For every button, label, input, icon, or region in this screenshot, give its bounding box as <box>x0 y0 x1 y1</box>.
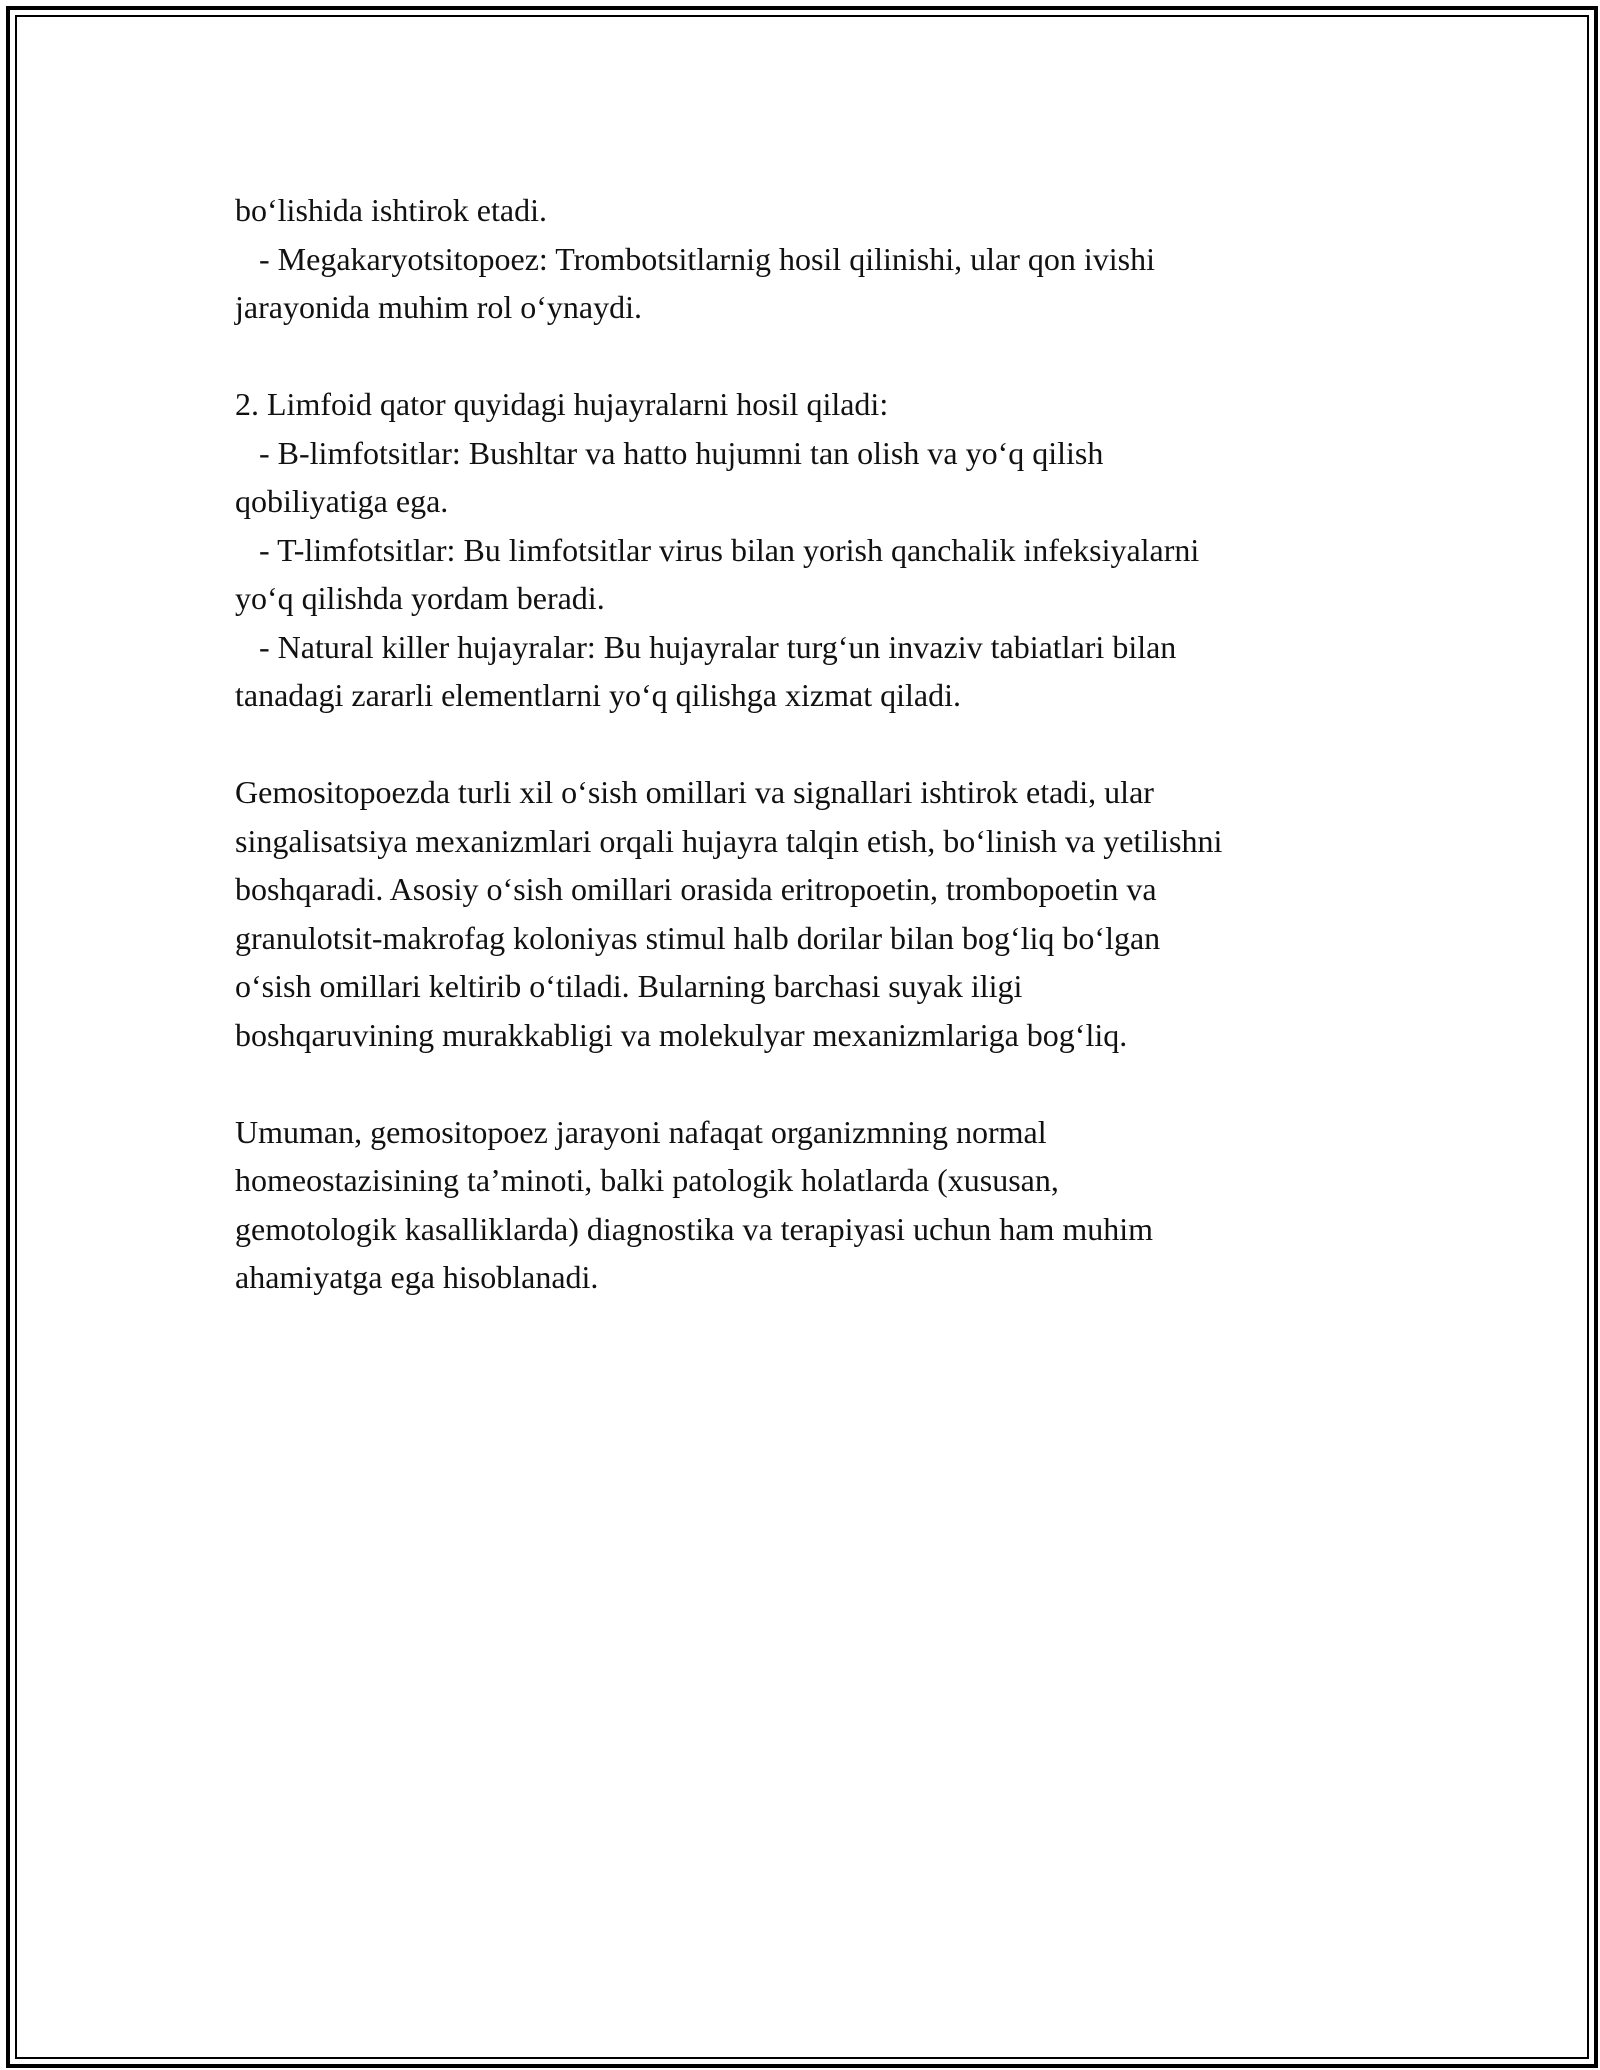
text-line: jarayonida muhim rol o‘ynaydi. <box>235 289 643 325</box>
document-body <box>235 186 1385 1302</box>
text-line: ahamiyatga ega hisoblanadi. <box>235 1259 599 1295</box>
text-line: - B-limfotsitlar: Bushltar va hatto hujumni tan olish va yo‘q qilish <box>235 434 1104 471</box>
paragraph-gap <box>235 1059 1385 1108</box>
text-line: yo‘q qilishda yordam beradi. <box>235 580 605 616</box>
text-line: gemotologik kasalliklarda) diagnostika va terapiyasi uchun ham muhim <box>235 1210 1153 1247</box>
text-line: bo‘lishida ishtirok etadi. <box>235 192 547 228</box>
text-line: - Megakaryotsitopoez: Trombotsitlarnig hosil qilinishi, ular qon ivishi <box>235 240 1155 277</box>
text-line: - Natural killer hujayralar: Bu hujayralar turg‘un invaziv tabiatlari bilan <box>235 628 1177 665</box>
text-line: qobiliyatiga ega. <box>235 483 449 519</box>
text-line: boshqaruvining murakkabligi va molekulyar mexanizmlariga bog‘liq. <box>235 1016 1128 1053</box>
paragraph-gap <box>235 332 1385 381</box>
text-line: singalisatsiya mexanizmlari orqali hujayra talqin etish, bo‘linish va yetilishni <box>235 822 1223 859</box>
text-line: - T-limfotsitlar: Bu limfotsitlar virus bilan yorish qanchalik infeksiyalarni <box>235 531 1200 568</box>
text-line: tanadagi zararli elementlarni yo‘q qilishga xizmat qiladi. <box>235 677 961 713</box>
text-line: o‘sish omillari keltirib o‘tiladi. Bularning barchasi suyak iligi <box>235 968 1023 1004</box>
text-line: Gemositopoezda turli xil o‘sish omillari va signallari ishtirok etadi, ular <box>235 774 1154 810</box>
text-line: granulotsit-makrofag koloniyas stimul halb dorilar bilan bog‘liq bo‘lgan <box>235 919 1161 956</box>
text-line: Umuman, gemositopoez jarayoni nafaqat organizmning normal <box>235 1113 1047 1150</box>
paragraph-gap <box>235 720 1385 769</box>
text-line: homeostazisining ta’minoti, balki patologik holatlarda (xususan, <box>235 1162 1059 1198</box>
text-line: 2. Limfoid qator quyidagi hujayralarni hosil qiladi: <box>235 386 889 422</box>
text-line: boshqaradi. Asosiy o‘sish omillari orasida eritropoetin, trombopoetin va <box>235 871 1157 907</box>
